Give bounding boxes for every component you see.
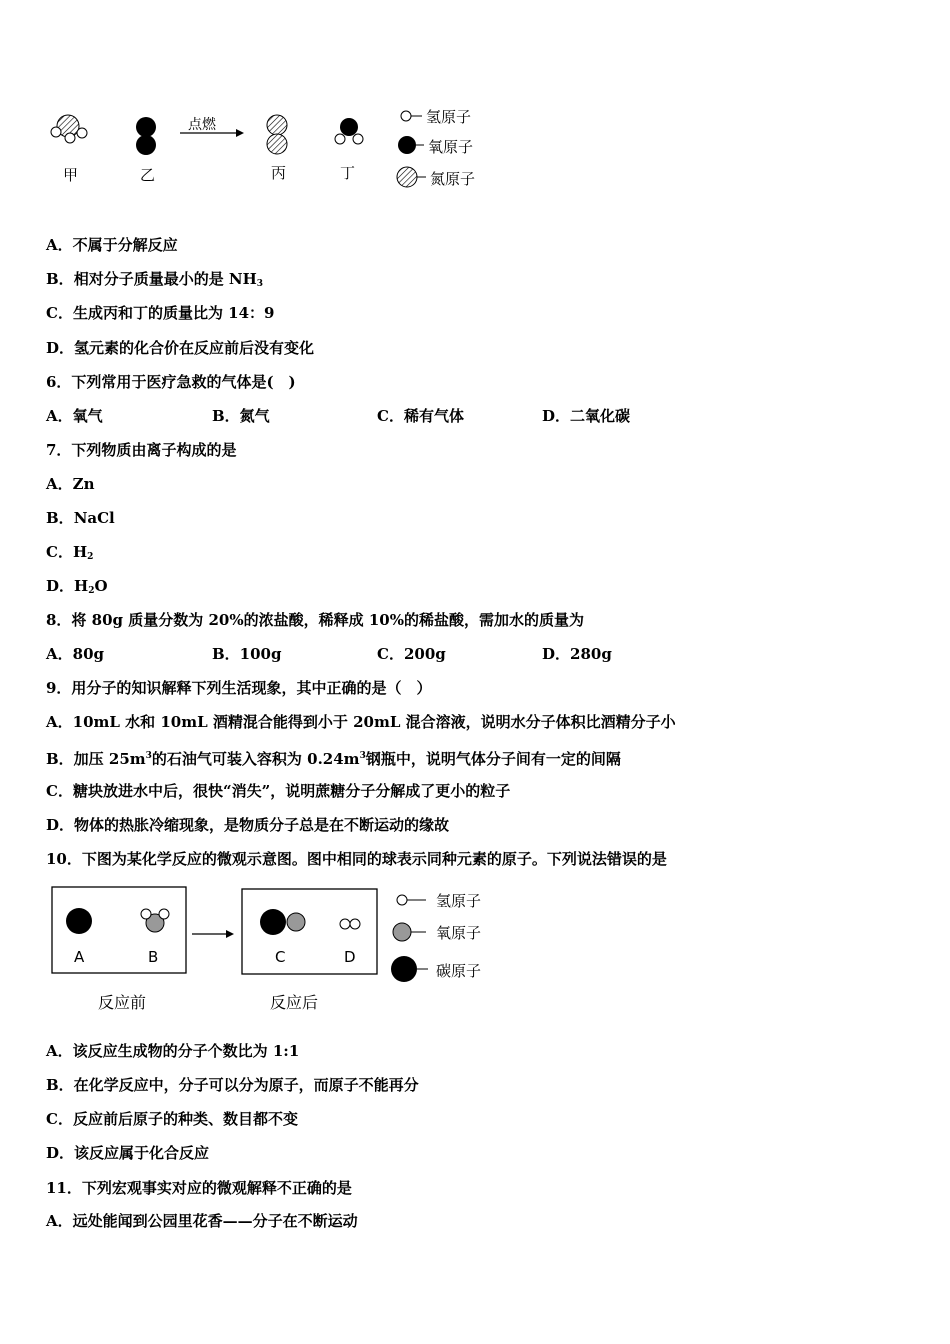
- q7-option-d: D．$H_2O$: [46, 577, 108, 596]
- molecule-yi: [136, 117, 156, 155]
- q6-option-a: A．氧气: [46, 407, 103, 425]
- q5-option-d: D．氢元素的化合价在反应前后没有变化: [46, 339, 315, 357]
- legend2-oxygen: 氧原子: [436, 924, 482, 942]
- label-yi: 乙: [140, 166, 156, 184]
- q10-option-a: A．该反应生成物的分子个数比为 1:1: [46, 1042, 300, 1060]
- molecule-a: [66, 908, 92, 934]
- label-ding: 丁: [340, 164, 356, 182]
- label-c: C: [275, 948, 286, 966]
- q8-option-a: A．80g: [46, 645, 105, 663]
- label-a: A: [74, 948, 85, 966]
- q9-option-c: C．糖块放进水中后，很快“消失”，说明蔗糖分子分解成了更小的粒子: [46, 782, 511, 800]
- q8-option-b: B．100g: [212, 645, 282, 663]
- arrow-label-ignite: 点燃: [188, 117, 216, 133]
- legend-nitrogen: 氮原子: [430, 170, 476, 188]
- label-d: D: [344, 948, 356, 966]
- q5-option-c: C．生成丙和丁的质量比为 14：9: [46, 304, 275, 322]
- box-after: [242, 889, 377, 974]
- q10-option-d: D．该反应属于化合反应: [46, 1144, 210, 1162]
- q7-option-a: A．Zn: [46, 475, 95, 493]
- q11-stem: 11．下列宏观事实对应的微观解释不正确的是: [46, 1179, 352, 1197]
- q8-option-c: C．200g: [377, 645, 446, 663]
- q8-option-d: D．280g: [542, 645, 612, 663]
- label-jia: 甲: [63, 166, 79, 184]
- reaction-diagram-2: [40, 882, 500, 987]
- label-b: B: [148, 948, 159, 966]
- q6-option-b: B．氮气: [212, 407, 270, 425]
- legend-hydrogen: 氢原子: [426, 108, 472, 126]
- q7-option-b: B．NaCl: [46, 509, 115, 527]
- q9-stem: 9．用分子的知识解释下列生活现象，其中正确的是（ ）: [46, 679, 432, 697]
- q9-option-b: B．加压 $25m^3$的石油气可装入容积为 $0.24m^3$钢瓶中，说明气体分子间有一定的间隔: [46, 750, 621, 768]
- q6-stem: 6．下列常用于医疗急救的气体是( ): [46, 373, 296, 391]
- q10-option-c: C．反应前后原子的种类、数目都不变: [46, 1110, 298, 1128]
- caption-before: 反应前: [98, 993, 147, 1012]
- label-bing: 丙: [271, 164, 287, 182]
- legend2-carbon: 碳原子: [436, 962, 482, 980]
- q7-option-c: C．$H_2$: [46, 543, 94, 562]
- q7-stem: 7．下列物质由离子构成的是: [46, 441, 237, 459]
- q8-stem: 8．将 80g 质量分数为 20%的浓盐酸，稀释成 10%的稀盐酸，需加水的质量为: [46, 611, 584, 629]
- q11-option-a: A．远处能闻到公园里花香——分子在不断运动: [46, 1212, 358, 1230]
- q10-option-b: B．在化学反应中，分子可以分为原子，而原子不能再分: [46, 1076, 419, 1094]
- q5-option-b: B．相对分子质量最小的是 $NH_3$: [46, 270, 264, 289]
- molecule-bing: [267, 115, 287, 154]
- q9-option-d: D．物体的热胀冷缩现象，是物质分子总是在不断运动的缘故: [46, 816, 450, 834]
- q10-stem: 10．下图为某化学反应的微观示意图。图中相同的球表示同种元素的原子。下列说法错误的是: [46, 850, 667, 868]
- caption-after: 反应后: [270, 993, 319, 1012]
- q6-option-d: D．二氧化碳: [542, 407, 631, 425]
- q9-option-a: A．10mL 水和 10mL 酒精混合能得到小于 20mL 混合溶液，说明水分子体积比酒精分子小: [46, 713, 676, 731]
- q6-option-c: C．稀有气体: [377, 407, 464, 425]
- q5-option-a: A．不属于分解反应: [46, 236, 178, 254]
- legend-oxygen: 氧原子: [428, 138, 474, 156]
- molecule-jia: [51, 115, 87, 143]
- legend2-hydrogen: 氢原子: [436, 892, 482, 910]
- molecule-ding: [335, 118, 363, 144]
